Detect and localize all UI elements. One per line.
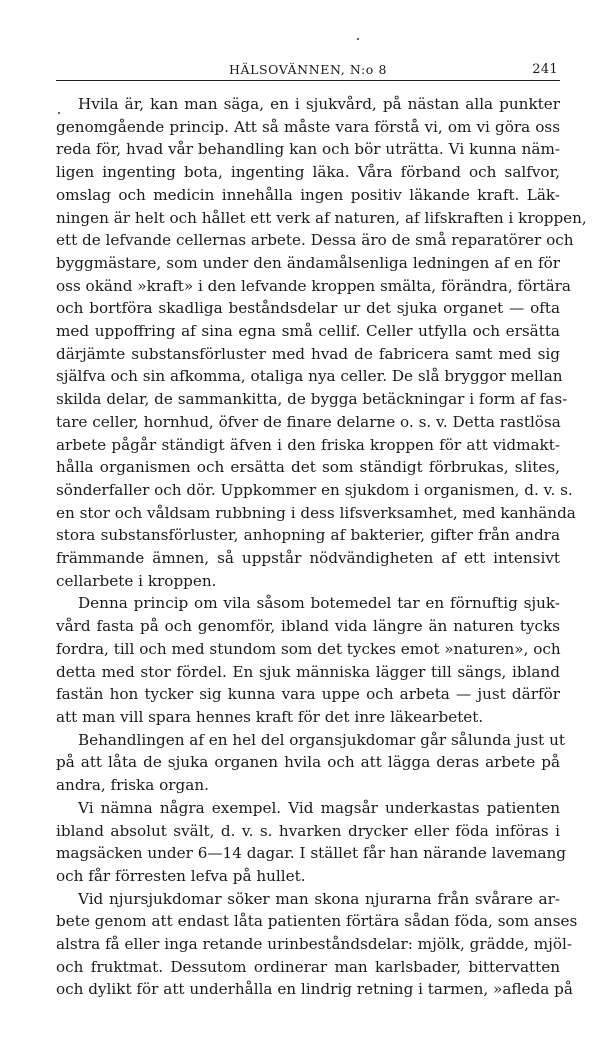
text-line: Behandlingen af en hel del organsjukdomar går sålunda just ut	[78, 730, 565, 749]
paragraph	[56, 797, 567, 888]
paragraph	[56, 729, 565, 797]
running-title: HÄLSOVÄNNEN, N:o 8	[228, 62, 388, 77]
page-number: 241	[532, 62, 558, 77]
text-line: med uppoffring af sina egna små cellif. Celler utfylla och ersätta	[56, 322, 560, 341]
paragraph	[56, 93, 587, 592]
text-line: själfva och sin afkomma, otaliga nya celler. De slå bryggor mellan	[56, 367, 563, 386]
text-line: andra, friska organ.	[56, 776, 209, 795]
text-line: cellarbete i kroppen.	[56, 571, 217, 590]
running-header	[56, 58, 560, 80]
text-line: ett de lefvande cellernas arbete. Dessa äro de små reparatörer och	[56, 231, 574, 250]
text-line: och dylikt för att underhålla en lindrig retning i tarmen, »afleda på	[56, 980, 573, 999]
text-line: att man vill spara hennes kraft för det inre läkearbetet.	[56, 707, 484, 726]
text-line: magsäcken under 6—14 dagar. I stället får han närande lavemang	[56, 844, 567, 863]
paragraph	[56, 592, 560, 728]
text-line: främmande ämnen, så uppstår nödvändigheten af ett intensivt	[56, 549, 560, 568]
text-line: Vi nämna några exempel. Vid magsår underkastas patienten	[78, 798, 560, 817]
text-line: Hvila är, kan man säga, en i sjukvård, på nästan alla punkter	[78, 95, 560, 113]
text-line: och fruktmat. Dessutom ordinerar man karlsbader, bittervatten	[56, 957, 560, 976]
text-line: fordra, till och med stundom som det tyckes emot »naturen», och	[56, 639, 561, 658]
text-line: genomgående princip. Att så måste vara förstå vi, om vi göra oss	[56, 117, 560, 136]
text-line: skilda delar, de sammankitta, de bygga betäckningar i form af fas-	[56, 390, 568, 409]
text-line: fastän hon tycker sig kunna vara uppe och arbeta — just därför	[56, 685, 560, 704]
header-rule	[56, 80, 560, 81]
text-line: och bortföra skadliga beståndsdelar ur det sjuka organet — ofta	[56, 299, 560, 318]
text-line: byggmästare, som under den ändamålsenliga ledningen af en för	[56, 253, 560, 272]
text-line: sönderfaller och dör. Uppkommer en sjukdom i organismen, d. v. s.	[56, 480, 573, 499]
text-line: ningen är helt och hållet ett verk af naturen, af lifskraften i kroppen,	[56, 208, 587, 227]
text-line: därjämte substansförluster med hvad de fabricera samt med sig	[56, 344, 560, 363]
text-line: bete genom att endast låta patienten förtära sådan föda, som anses	[56, 912, 578, 931]
text-line: ibland absolut svält, d. v. s. hvarken drycker eller föda införas i	[56, 821, 560, 840]
print-speck	[58, 112, 60, 114]
paragraph	[56, 888, 578, 1002]
text-line: stora substansförluster, anhopning af bakterier, gifter från andra	[56, 526, 560, 545]
text-line: en stor och våldsam rubbning i dess lifsverksamhet, med kanhända	[56, 503, 576, 522]
text-line: alstra få eller inga retande urinbeståndsdelar: mjölk, grädde, mjöl-	[56, 935, 573, 954]
text-line: vård fasta på och genomför, ibland vida längre än naturen tycks	[56, 617, 560, 636]
text-line: hålla organismen och ersätta det som ständigt förbrukas, slites,	[56, 458, 560, 477]
text-line: Denna princip om vila såsom botemedel tar en förnuftig sjuk-	[78, 594, 560, 613]
body-text	[56, 93, 587, 1001]
text-line: oss okänd »kraft» i den lefvande kroppen smälta, förändra, förtära	[56, 276, 571, 295]
text-line: tare celler, hornhud, öfver de finare delarne o. s. v. Detta rastlösa	[56, 412, 561, 431]
print-speck	[357, 38, 359, 40]
text-line: reda för, hvad vår behandling kan och bör uträtta. Vi kunna näm-	[56, 140, 560, 159]
book-page	[56, 58, 587, 1001]
text-line: ligen ingenting bota, ingenting läka. Våra förband och salfvor,	[56, 163, 560, 182]
text-line: och får förresten lefva på hullet.	[56, 866, 306, 885]
text-line: omslag och medicin innehålla ingen positiv läkande kraft. Läk-	[56, 185, 560, 204]
text-line: på att låta de sjuka organen hvila och att lägga deras arbete på	[56, 753, 560, 772]
text-line: Vid njursjukdomar söker man skona njurarna från svårare ar-	[78, 889, 560, 908]
text-line: detta med stor fördel. En sjuk människa lägger till sängs, ibland	[56, 662, 560, 681]
text-line: arbete pågår ständigt äfven i den friska kroppen för att vidmakt-	[56, 435, 560, 454]
